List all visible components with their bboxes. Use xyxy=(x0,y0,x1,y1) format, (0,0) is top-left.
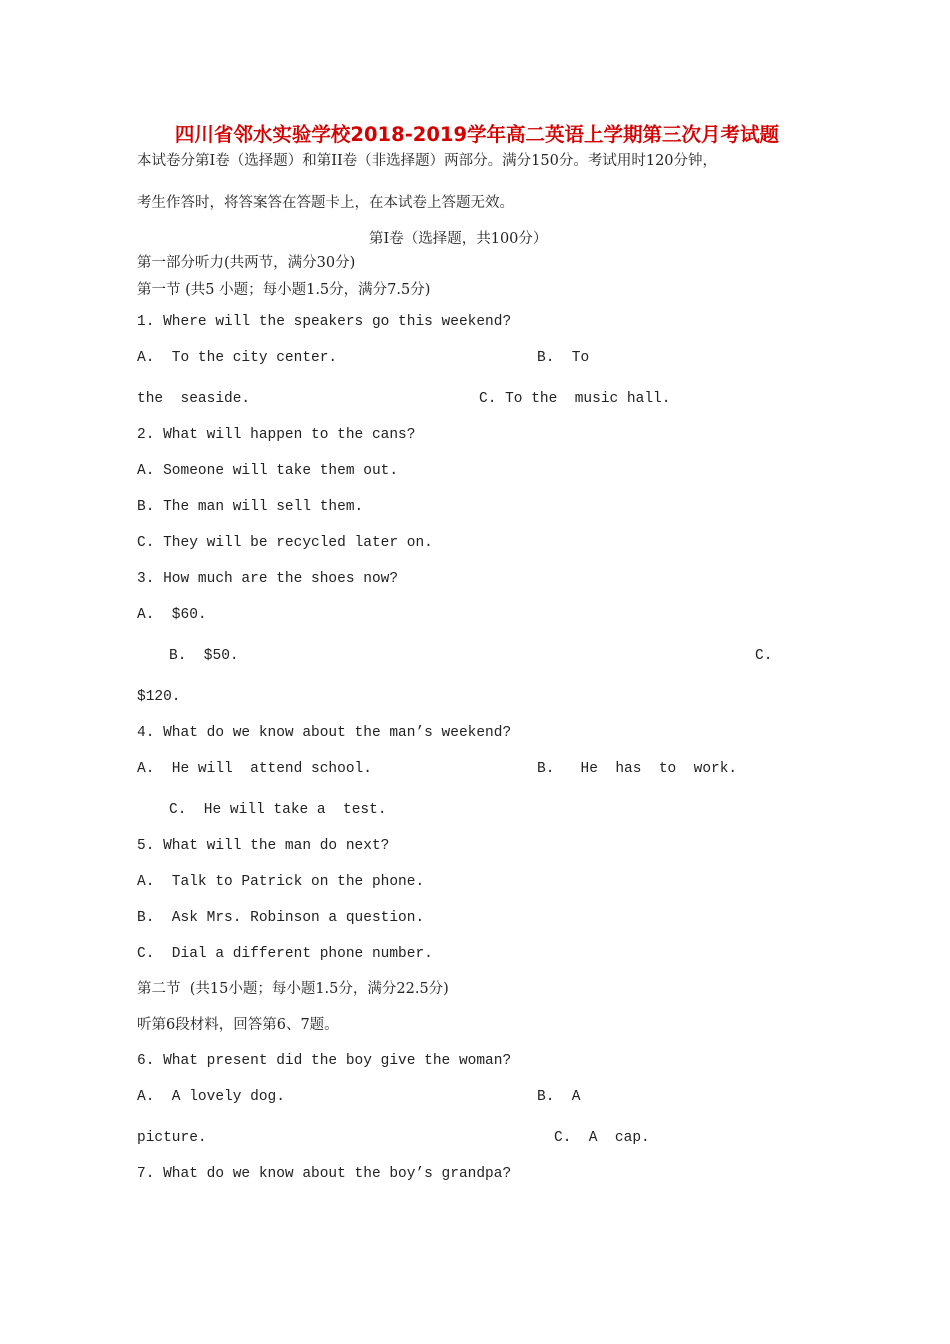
part1-heading: 第一部分听力(共两节，满分30分) xyxy=(137,255,356,271)
volume-heading: 第Ⅰ卷（选择题，共100分） xyxy=(369,231,548,247)
q6-option-c: C. A cap. xyxy=(554,1130,650,1146)
q3-option-b: B. $50. xyxy=(169,648,239,664)
q3-option-a: A. $60. xyxy=(137,607,207,623)
q4-option-a: A. He will attend school. xyxy=(137,761,372,777)
intro-line-2: 考生作答时，将答案答在答题卡上，在本试卷上答题无效。 xyxy=(137,195,514,211)
section1-heading: 第一节 (共5 小题；每小题1.5分，满分7.5分) xyxy=(137,282,431,298)
q6-option-b-continued: picture. xyxy=(137,1130,207,1146)
q4-option-b: B. He has to work. xyxy=(537,761,738,777)
section2-heading: 第二节 (共15小题；每小题1.5分，满分22.5分) xyxy=(137,981,449,997)
q3-option-c-continued: $120. xyxy=(137,689,181,705)
q5-option-a: A. Talk to Patrick on the phone. xyxy=(137,874,425,890)
q5-option-b: B. Ask Mrs. Robinson a question. xyxy=(137,910,425,926)
q1-stem: 1. Where will the speakers go this weekend? xyxy=(137,314,512,330)
q2-option-b: B. The man will sell them. xyxy=(137,499,364,515)
q3-option-c: C. xyxy=(755,648,773,664)
q5-option-c: C. Dial a different phone number. xyxy=(137,946,433,962)
material-note: 听第6段材料，回答第6、7题。 xyxy=(137,1017,339,1033)
q2-option-a: A. Someone will take them out. xyxy=(137,463,399,479)
q5-stem: 5. What will the man do next? xyxy=(137,838,390,854)
q1-option-a: A. To the city center. xyxy=(137,350,338,366)
q1-option-c: C. To the music hall. xyxy=(479,391,671,407)
q1-option-b-continued: the seaside. xyxy=(137,391,251,407)
q4-stem: 4. What do we know about the man’s weekend? xyxy=(137,725,512,741)
q6-option-a: A. A lovely dog. xyxy=(137,1089,285,1105)
intro-line-1: 本试卷分第Ⅰ卷（选择题）和第II卷（非选择题）两部分。满分150分。考试用时120分钟， xyxy=(137,153,718,169)
q2-stem: 2. What will happen to the cans? xyxy=(137,427,416,443)
page-title: 四川省邻水实验学校2018-2019学年高二英语上学期第三次月考试题 xyxy=(174,123,780,146)
q6-option-b: B. A xyxy=(537,1089,581,1105)
q4-option-c: C. He will take a test. xyxy=(169,802,387,818)
q3-stem: 3. How much are the shoes now? xyxy=(137,571,399,587)
q2-option-c: C. They will be recycled later on. xyxy=(137,535,433,551)
q1-option-b: B. To xyxy=(537,350,590,366)
q7-stem: 7. What do we know about the boy’s grandpa? xyxy=(137,1166,512,1182)
q6-stem: 6. What present did the boy give the woman? xyxy=(137,1053,512,1069)
